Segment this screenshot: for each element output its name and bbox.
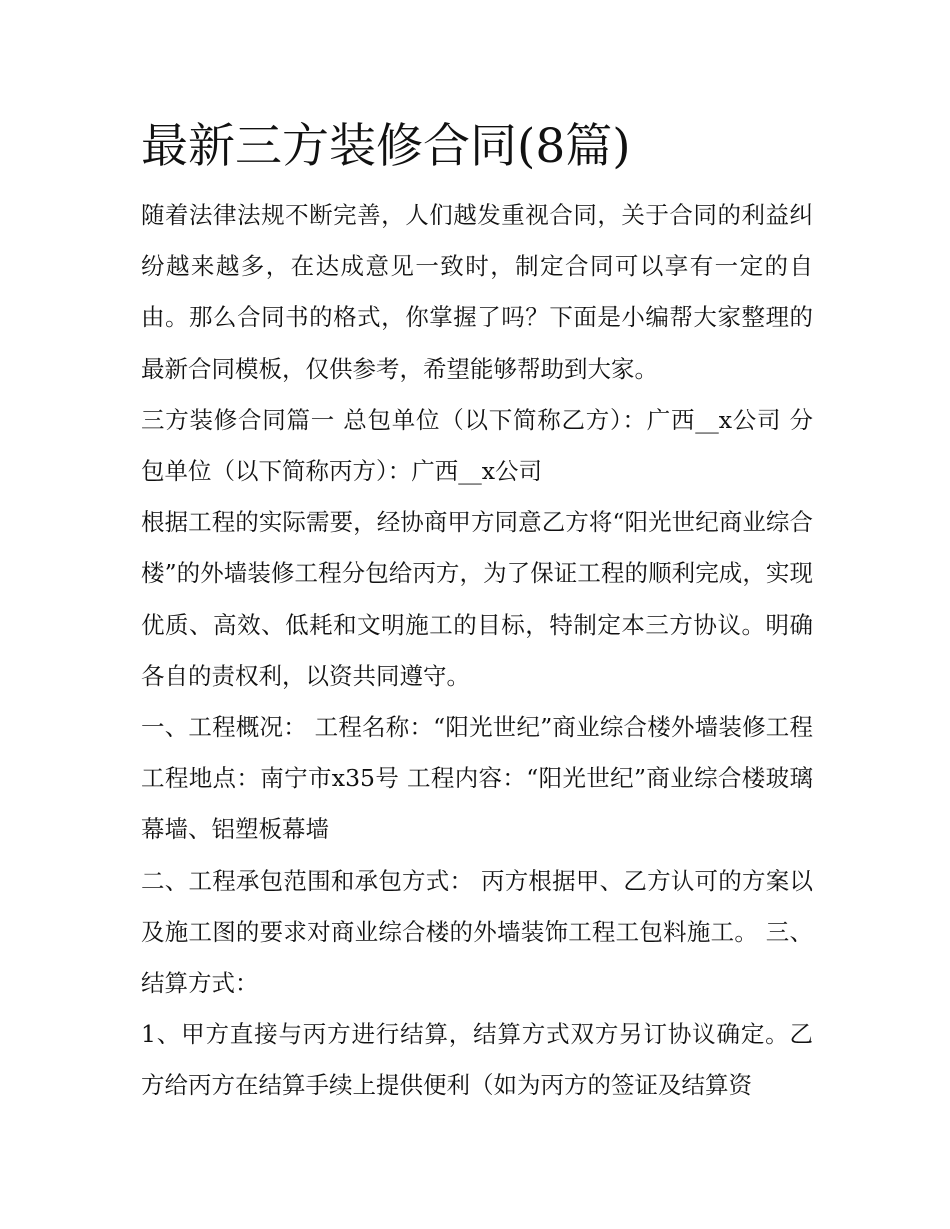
paragraph-settlement: 1、甲方直接与丙方进行结算，结算方式双方另订协议确定。乙方给丙方在结算手续上提供便利（如为丙方的签证及结算资 [141,1020,813,1100]
document-body [141,112,813,1112]
paragraph-intro: 随着法律法规不断完善，人们越发重视合同，关于合同的利益纠纷越来越多，在达成意见一致时，制定合同可以享有一定的自由。那么合同书的格式，你掌握了吗？下面是小编帮大家整理的最新合同模板，仅供参考，希望能够帮助到大家。 [141,201,813,383]
paragraph-parties: 三方装修合同篇一 总包单位（以下简称乙方）：广西__x公司 分包单位（以下简称丙方）：广西__x公司 [141,405,813,486]
paragraph-project-overview: 一、工程概况： 工程名称：“阳光世纪”商业综合楼外墙装修工程 工程地点：南宁市x35号 工程内容：“阳光世纪”商业综合楼玻璃幕墙、铝塑板幕墙 [141,713,813,844]
paragraph-scope: 二、工程承包范围和承包方式： 丙方根据甲、乙方认可的方案以及施工图的要求对商业综合楼的外墙装饰工程工包料施工。 三、结算方式： [141,866,813,998]
paragraph-purpose: 根据工程的实际需要，经协商甲方同意乙方将“阳光世纪商业综合楼”的外墙装修工程分包给丙方，为了保证工程的顺利完成，实现优质、高效、低耗和文明施工的目标，特制定本三方协议。明确各自的责权利，以资共同遵守。 [141,508,813,690]
document-title: 最新三方装修合同(8篇) [141,119,631,174]
